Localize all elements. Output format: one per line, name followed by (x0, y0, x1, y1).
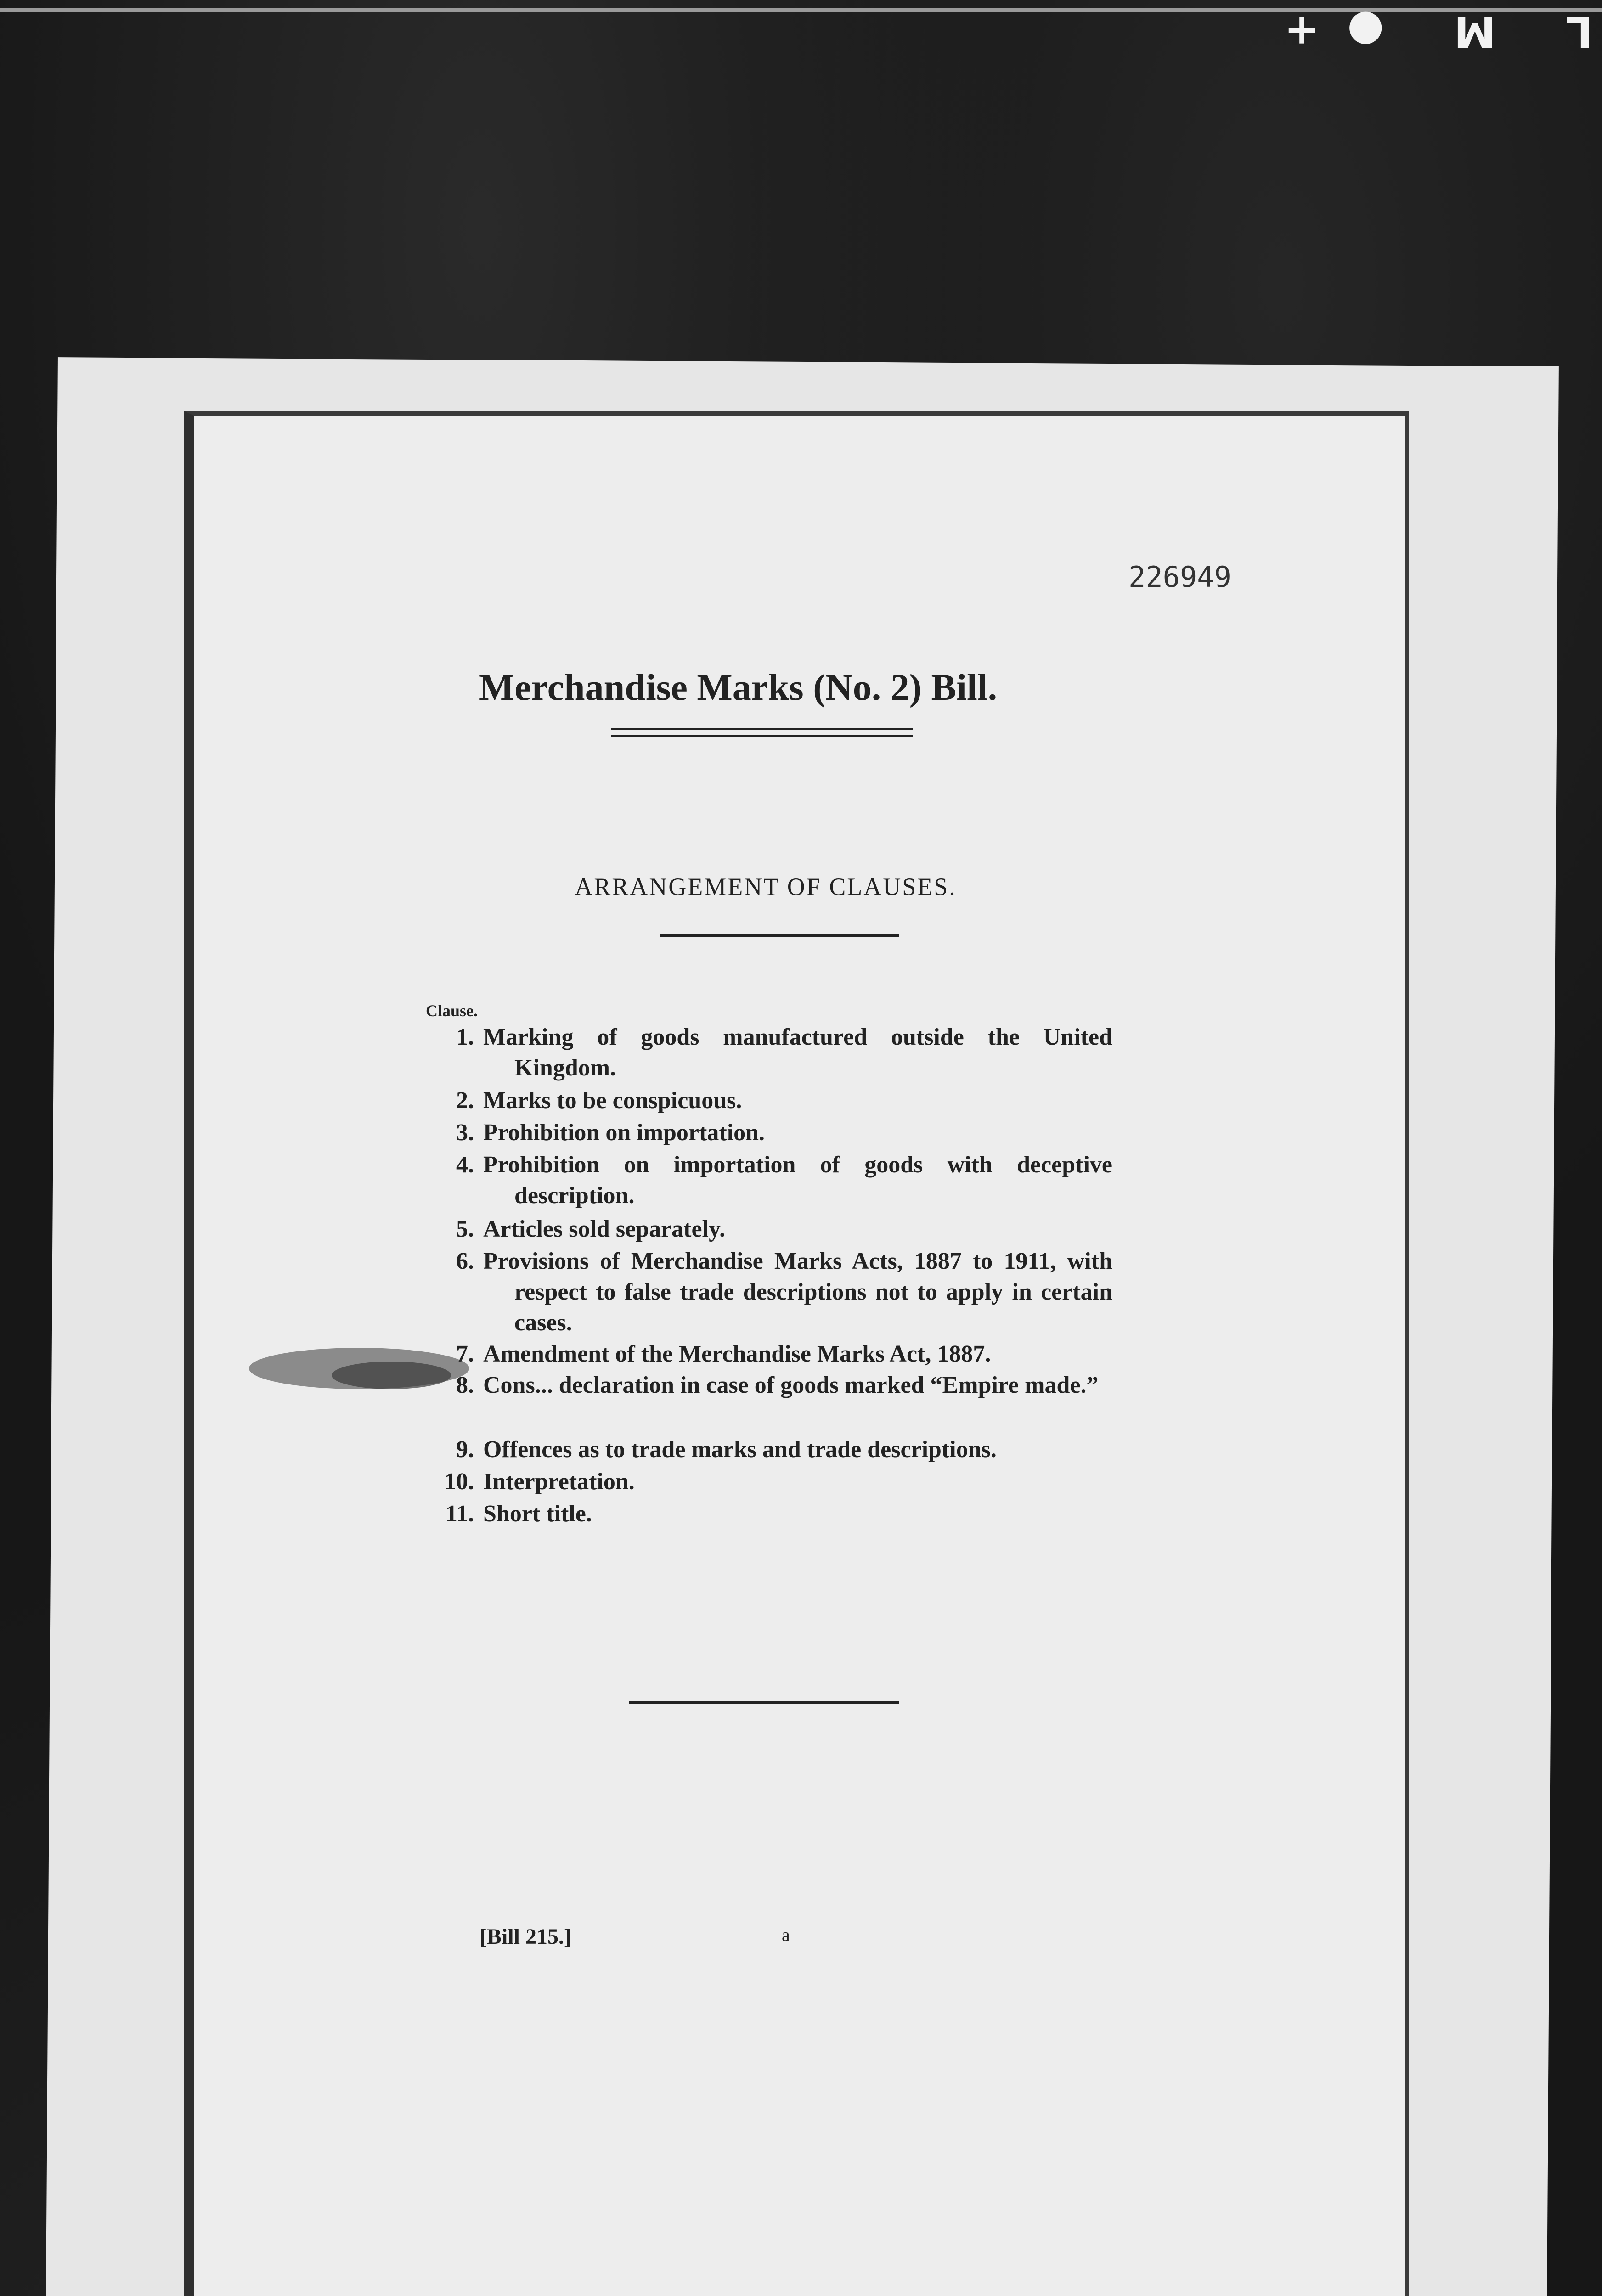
clause-number: 11. (445, 1501, 474, 1527)
clause-number: 5. (456, 1216, 474, 1242)
clause-number: 2. (456, 1087, 474, 1114)
section-rule (660, 934, 899, 937)
clause-text: Articles sold separately. (483, 1216, 726, 1242)
clause-text: Prohibition on importation. (483, 1120, 765, 1146)
clause-item (414, 1466, 1112, 1497)
bill-reference: [Bill 215.] (479, 1925, 571, 1949)
clause-item (414, 1339, 1112, 1369)
clause-number: 3. (456, 1120, 474, 1146)
clause-item (414, 1022, 1112, 1083)
clause-number: 8. (456, 1372, 474, 1398)
title-rule-top (611, 728, 913, 730)
clause-number: 4. (456, 1152, 474, 1178)
clause-text: Cons... declaration in case of goods marked “Empire made.” (483, 1372, 1099, 1398)
clause-number: 7. (456, 1341, 474, 1367)
clause-column-heading: Clause. (426, 1002, 478, 1020)
clause-item (414, 1434, 1112, 1465)
clause-item (414, 1246, 1112, 1338)
clause-item (414, 1498, 1112, 1529)
clause-text: Provisions of Merchandise Marks Acts, 1887 to 1911, with respect to false trade descriptions not to apply in certain cases. (483, 1248, 1112, 1336)
clause-item (414, 1085, 1112, 1116)
clause-number: 9. (456, 1436, 474, 1463)
title-rule-bottom (611, 735, 913, 737)
clause-item (414, 1370, 1112, 1401)
clause-item (414, 1214, 1112, 1244)
clause-text: Marks to be conspicuous. (483, 1087, 742, 1114)
film-frame-marks: L M ●+ (1257, 7, 1593, 56)
document-page (184, 411, 1409, 2296)
section-heading: ARRANGEMENT OF CLAUSES. (575, 873, 957, 900)
clause-item (414, 1117, 1112, 1148)
clause-text: Short title. (483, 1501, 592, 1527)
clause-text: Marking of goods manufactured outside the United Kingdom. (483, 1024, 1112, 1081)
document-number: 226949 (1128, 560, 1231, 594)
clause-number: 1. (456, 1024, 474, 1050)
clause-number: 6. (456, 1248, 474, 1274)
clause-text: Offences as to trade marks and trade descriptions. (483, 1436, 997, 1463)
signature-letter: a (782, 1925, 790, 1945)
closing-rule (629, 1701, 899, 1704)
bill-title: Merchandise Marks (No. 2) Bill. (479, 666, 998, 708)
clause-text: Interpretation. (483, 1469, 635, 1495)
clause-text: Prohibition on importation of goods with deceptive description. (483, 1152, 1112, 1209)
clause-text: Amendment of the Merchandise Marks Act, 1887. (483, 1341, 991, 1367)
ink-smudge (332, 1362, 451, 1389)
clause-item (414, 1149, 1112, 1211)
clause-number: 10. (444, 1469, 474, 1495)
